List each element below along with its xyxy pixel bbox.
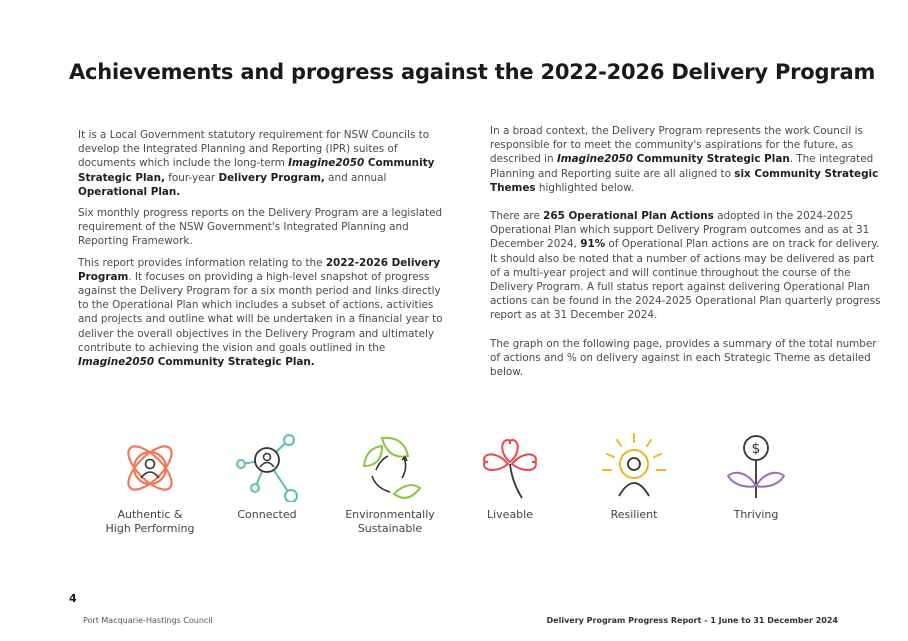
actions-paragraph: There are 265 Operational Plan Actions adopted in the 2024-2025 Operational Plan which support Delivery Program outcomes and as at 31 December 2024, 91% of Operational Plan actions are on track for delivery. It should also be noted that a number of actions may be delivered as part of a multi-year project and will continue throughout the course of the Delivery Program. A full status report against delivering Operational Plan actions can be found in the 2024-2025 Operational Plan quarterly progress report as at 31 December 2024. bbox=[490, 210, 881, 322]
left-column bbox=[78, 128, 450, 376]
theme-label: Liveable bbox=[486, 508, 533, 521]
theme-resilient bbox=[579, 432, 689, 522]
page-number: 4 bbox=[69, 592, 77, 605]
recycle-leaves-icon bbox=[358, 432, 422, 502]
theme-thriving bbox=[701, 432, 811, 522]
theme-label: Connected bbox=[237, 508, 297, 521]
theme-connected bbox=[212, 432, 322, 522]
strategic-themes bbox=[95, 432, 815, 542]
right-column bbox=[490, 124, 885, 393]
clover-hearts-icon bbox=[478, 432, 542, 502]
footer-organisation: Port Macquarie-Hastings Council bbox=[83, 616, 213, 625]
atom-person-icon bbox=[118, 432, 182, 502]
report-scope-paragraph: This report provides information relating to the 2022-2026 Delivery Program. It focuses on providing a high-level snapshot of progress against the Delivery Program for a six month period and links directly to the Operational Plan which includes a subset of actions, activities and projects and outline what will be undertaken in a financial year to deliver the overall objectives in the Delivery Program and ultimately contribute to achieving the vision and goals outlined in the Imagine2050 Community Strategic Plan. bbox=[78, 256, 443, 369]
money-plant-icon bbox=[724, 432, 788, 502]
theme-environmentally-sustainable bbox=[335, 432, 445, 536]
theme-label: Environmentally Sustainable bbox=[345, 508, 435, 535]
theme-liveable bbox=[455, 432, 565, 522]
progress-reports-paragraph: Six monthly progress reports on the Delivery Program are a legislated requirement of the NSW Government's Integrated Planning and Reporting Framework. bbox=[78, 207, 443, 248]
sun-person-icon bbox=[599, 432, 669, 502]
graph-note-paragraph: The graph on the following page, provides a summary of the total number of actions and % on delivery against in each Strategic Theme as detailed below. bbox=[490, 337, 877, 379]
theme-authentic bbox=[95, 432, 205, 536]
intro-paragraph: It is a Local Government statutory requirement for NSW Councils to develop the Integrated Planning and Reporting (IPR) suites of documents which include the long-term Imagine2050 Community Strategic Plan, four-year Delivery Program, and annual Operational Plan. bbox=[78, 129, 435, 198]
theme-label: Resilient bbox=[610, 508, 658, 521]
theme-label: Authentic & High Performing bbox=[105, 508, 195, 535]
svg-text:$: $ bbox=[751, 441, 761, 457]
page-title: Achievements and progress against the 2022-2026 Delivery Program bbox=[69, 60, 876, 84]
footer-report-title: Delivery Program Progress Report - 1 June to 31 December 2024 bbox=[546, 616, 838, 625]
context-paragraph: In a broad context, the Delivery Program represents the work Council is responsible for to meet the community's aspirations for the future, as described in Imagine2050 Community Strategic Plan. The integrated Planning and Reporting suite are all aligned to six Community Strategic Themes highlighted below. bbox=[490, 125, 879, 194]
theme-label: Thriving bbox=[733, 508, 779, 521]
network-person-icon bbox=[231, 432, 303, 502]
